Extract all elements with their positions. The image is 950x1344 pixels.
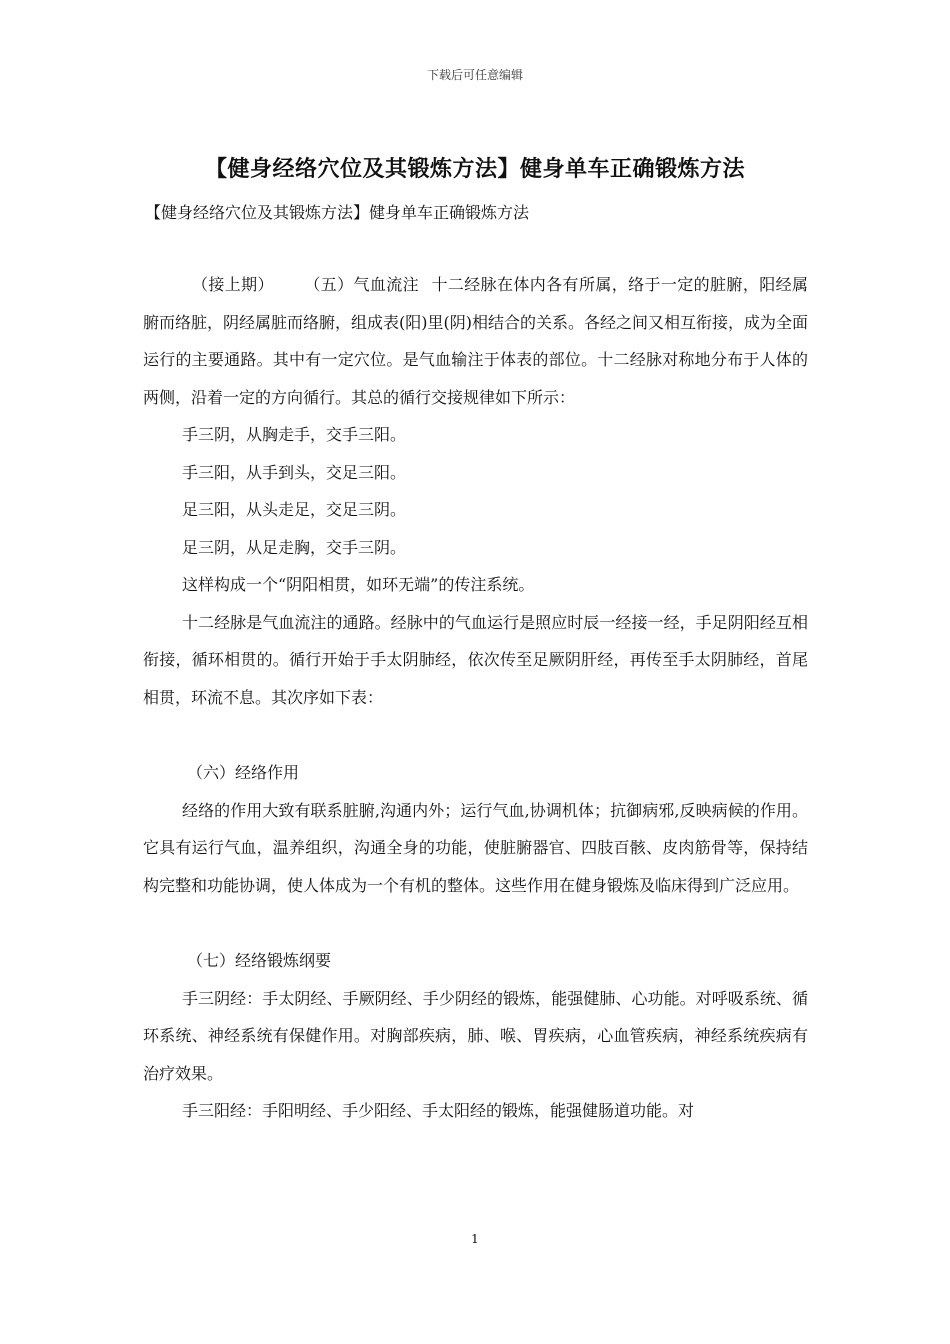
section7-paragraph-1: 手三阴经：手太阴经、手厥阴经、手少阴经的锻炼，能强健肺、心功能。对呼吸系统、循环系统、神经系统有保健作用。对胸部疾病，肺、喉、胃疾病，心血管疾病，神经系统疾病有治疗效果。 [143,988,808,1083]
page-number: 1 [471,1232,479,1246]
rule-line: 足三阴，从足走胸，交手三阴。 [182,537,407,557]
body-content [143,266,808,1130]
section6-paragraph: 经络的作用大致有联系脏腑,沟通内外；运行气血,协调机体；抗御病邪,反映病候的作用。它具有运行气血，温养组织，沟通全身的功能，使脏腑器官、四肢百骸、皮肉筋骨等，保持结构完整和功能协调，使人体成为一个有机的整体。这些作用在健身锻炼及临床得到广泛应用。 [143,800,808,895]
section7-paragraph-2: 手三阳经：手阳明经、手少阳经、手太阳经的锻炼，能强健肠道功能。对 [182,1101,695,1120]
header-note: 下载后可任意编辑 [426,68,523,82]
rule-summary: 这样构成一个“阴阳相贯，如环无端”的传注系统。 [182,575,535,594]
intro-text: 十二经脉在体内各有所属，络于一定的脏腑，阳经属腑而络脏，阴经属脏而络腑，组成表(阳)里(阴)相结合的关系。各经之间又相互衔接，成为全面运行的主要通路。其中有一定穴位。是气血输注于体表的部位。十二经脉对称地分布于人体的两侧，沿着一定的方向循行。其总的循行交接规律如下所示： [143,275,808,407]
document-subtitle: 【健身经络穴位及其锻炼方法】健身单车正确锻炼方法 [145,203,530,222]
rule-line: 手三阴，从胸走手，交手三阳。 [182,425,407,444]
continued-label: （接上期） [192,275,274,294]
rule-line: 手三阳，从手到头，交足三阳。 [182,462,407,482]
document-title: 【健身经络穴位及其锻炼方法】健身单车正确锻炼方法 [204,156,745,182]
section5-heading: （五）气血流注 [303,275,420,294]
intro-paragraph [143,266,808,416]
rule-line: 足三阳，从头走足，交足三阴。 [182,500,407,519]
section7-heading: （七）经络锻炼纲要 [187,951,332,970]
flow-paragraph: 十二经脉是气血流注的通路。经脉中的气血运行是照应时辰一经接一经，手足阴阳经互相衔接，循环相贯的。循行开始于手太阴肺经，依次传至足厥阴肝经，再传至手太阴肺经，首尾相贯，环流不息。其次序如下表： [143,612,808,707]
section6-heading: （六）经络作用 [187,763,300,782]
